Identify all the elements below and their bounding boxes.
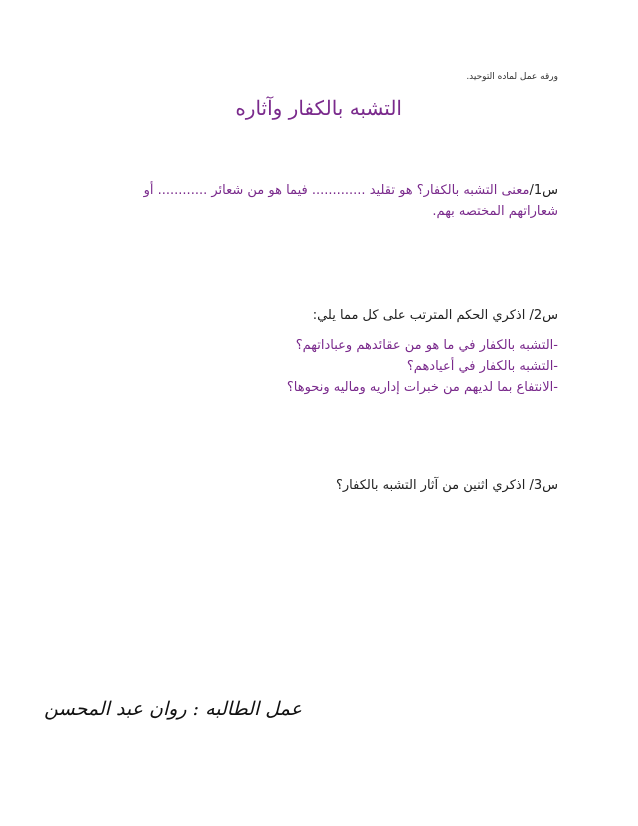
page-title: التشبه بالكفار وآثاره bbox=[235, 96, 402, 120]
question-1-text: معنى التشبه بالكفار؟ هو تقليد ............. فيما هو من شعائر ............ أو bbox=[143, 183, 530, 198]
question-1-line-1 bbox=[144, 180, 558, 201]
question-1-number: س1/ bbox=[529, 183, 558, 198]
student-signature: عمل الطالبه : روان عبد المحسن bbox=[44, 698, 302, 720]
question-2-item: -الانتفاع بما لديهم من خبرات إداريه وماليه ونحوها؟ bbox=[286, 380, 558, 395]
question-1 bbox=[144, 180, 558, 222]
question-3: س3/ اذكري اثنين من آثار التشبه بالكفار؟ bbox=[336, 478, 558, 493]
question-2-heading: س2/ اذكري الحكم المترتب على كل مما يلي: bbox=[312, 308, 558, 323]
question-2-item: -التشبه بالكفار في أعيادهم؟ bbox=[406, 359, 558, 374]
header-note: ورقه عمل لماده التوحيد. bbox=[466, 72, 558, 82]
question-1-line-2: شعاراتهم المختصه بهم. bbox=[432, 204, 558, 219]
question-2-item: -التشبه بالكفار في ما هو من عقائدهم وعباداتهم؟ bbox=[295, 338, 558, 353]
